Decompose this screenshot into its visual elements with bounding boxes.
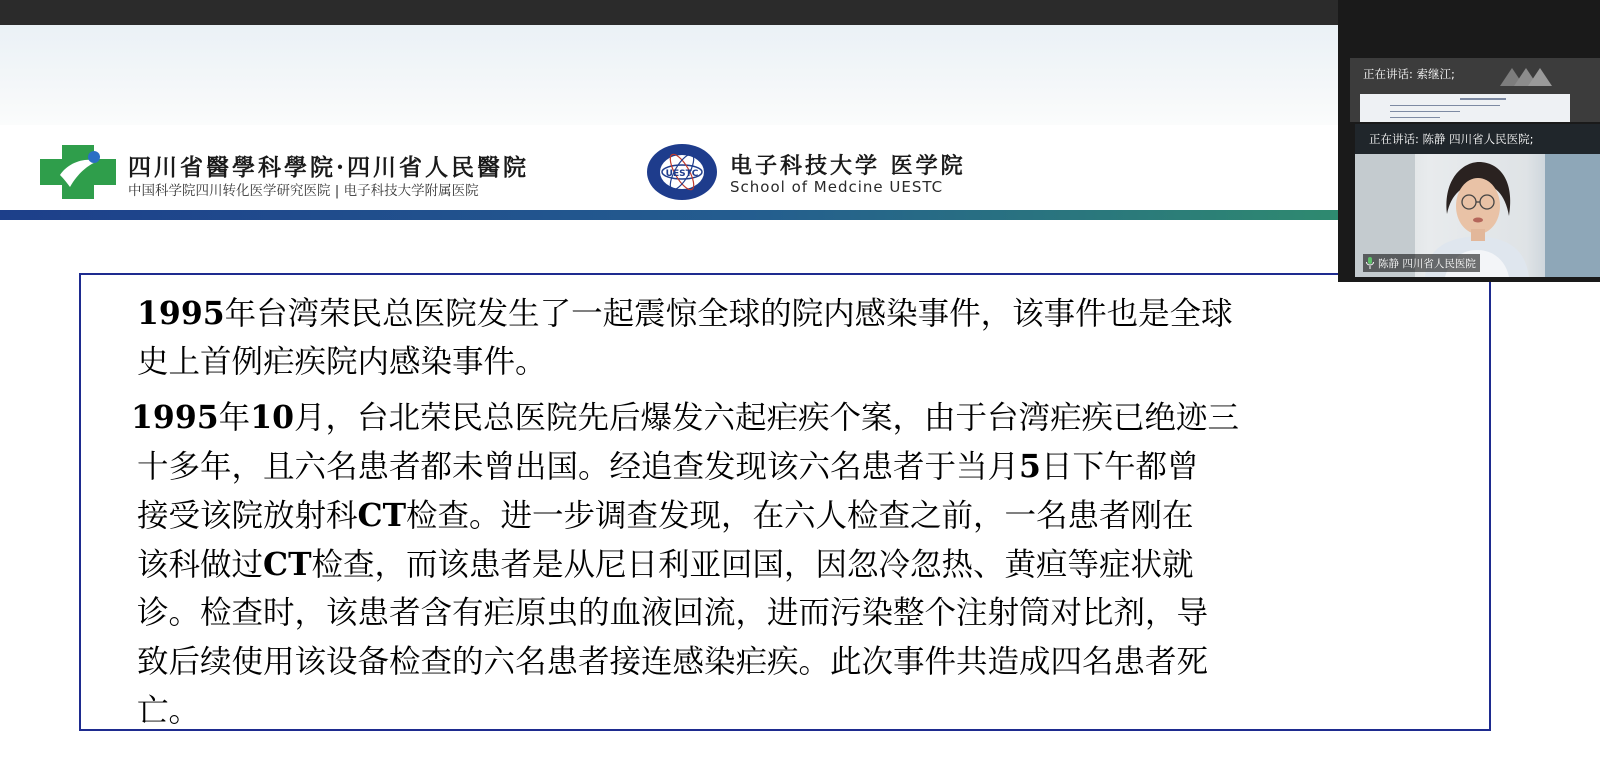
video-tile-label: 正在讲话: 陈静 四川省人民医院; xyxy=(1369,132,1534,146)
paragraph-2-line-4: 该科做过CT检查，而该患者是从尼日利亚回国，因忽冷忽热、黄疸等症状就 xyxy=(137,546,1194,583)
header-stripe xyxy=(0,210,1365,220)
paragraph-2-line-2: 十多年，且六名患者都未曾出国。经追查发现该六名患者于当月5日下午都曾 xyxy=(137,448,1199,485)
participant-panel xyxy=(1338,0,1600,282)
paragraph-2-line-3: 接受该院放射科CT检查。进一步调查发现，在六人检查之前，一名患者刚在 xyxy=(137,497,1194,534)
presenter-shapes-icon xyxy=(1500,64,1580,86)
hospital-name: 四川省醫學科學院·四川省人民醫院 xyxy=(128,154,530,181)
slide-header xyxy=(0,125,1365,213)
slide-sky-background xyxy=(0,25,1365,125)
uestc-school-subtitle: School of Medcine UESTC xyxy=(730,178,944,196)
uestc-school-name: 电子科技大学 医学院 xyxy=(730,153,966,179)
paragraph-2-line-7: 亡。 xyxy=(137,693,201,729)
speaker-tile-label: 正在讲话: 索继江; xyxy=(1363,67,1455,81)
uestc-logo-text: UESTC xyxy=(665,169,699,179)
speaker-tile[interactable] xyxy=(1350,58,1600,122)
uestc-logo-icon xyxy=(646,143,718,201)
paragraph-2-line-5: 诊。检查时，该患者含有疟原虫的血液回流，进而污染整个注射筒对比剂，导 xyxy=(137,595,1209,631)
participant-video-tile[interactable] xyxy=(1355,124,1600,277)
hospital-subtitle: 中国科学院四川转化医学研究医院 | 电子科技大学附属医院 xyxy=(128,183,479,199)
shared-slide xyxy=(0,25,1365,773)
video-tile-header xyxy=(1355,124,1600,154)
paragraph-1-line-2: 史上首例疟疾院内感染事件。 xyxy=(137,344,547,380)
microphone-icon xyxy=(1365,256,1375,270)
participant-name-tag xyxy=(1363,254,1480,272)
shared-screen-thumbnail xyxy=(1360,94,1570,122)
hospital-logo-icon xyxy=(40,145,116,199)
content-box xyxy=(79,273,1491,731)
paragraph-2-line-1: 1995年10月，台北荣民总医院先后爆发六起疟疾个案，由于台湾疟疾已绝迹三 xyxy=(131,399,1240,436)
participant-name: 陈静 四川省人民医院 xyxy=(1378,257,1476,270)
paragraph-2-line-6: 致后续使用该设备检查的六名患者接连感染疟疾。此次事件共造成四名患者死 xyxy=(137,644,1209,680)
paragraph-1-line-1: 1995年台湾荣民总医院发生了一起震惊全球的院内感染事件，该事件也是全球 xyxy=(137,295,1233,332)
